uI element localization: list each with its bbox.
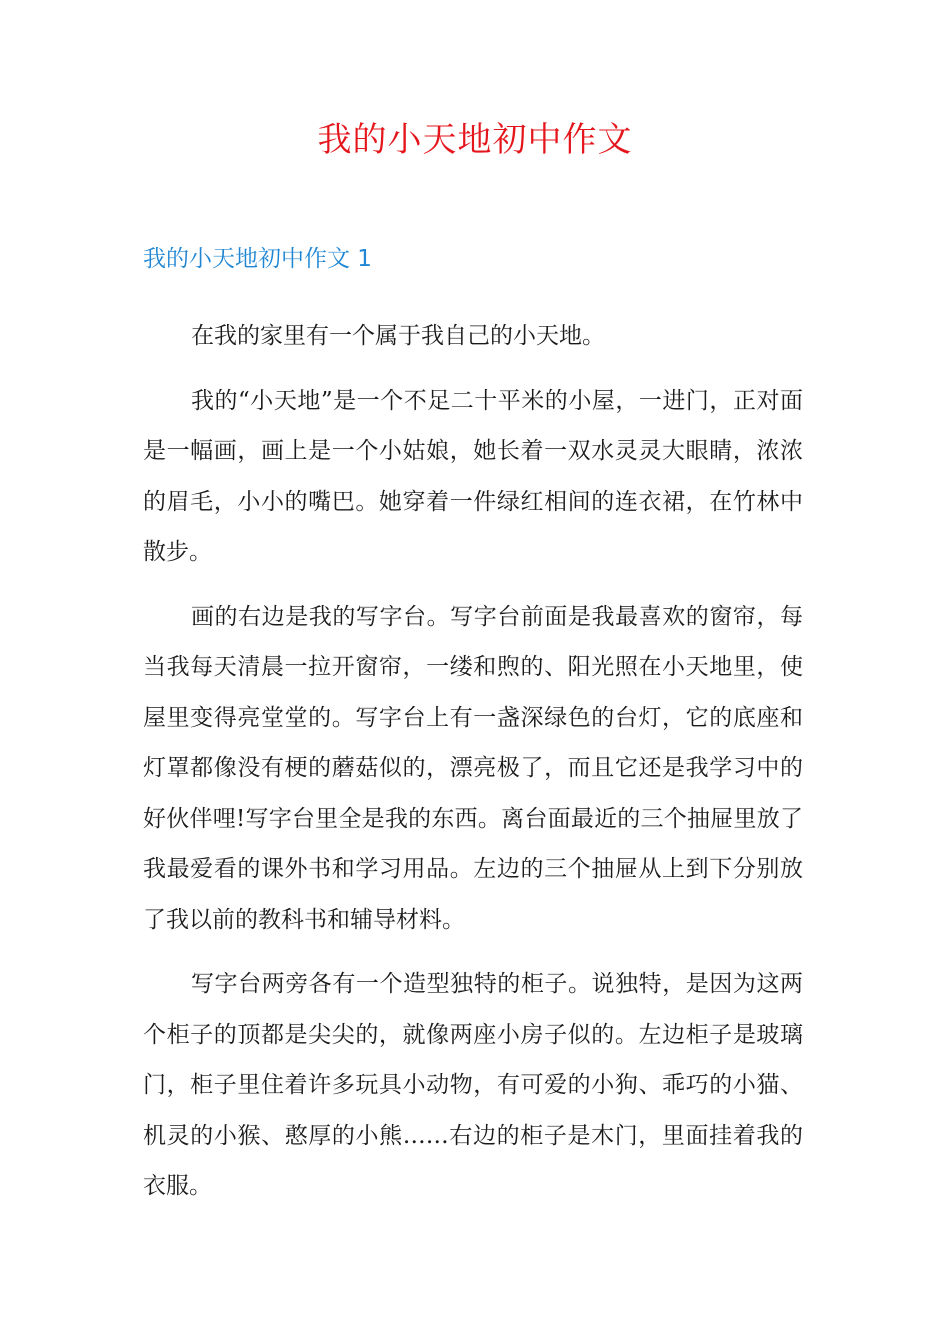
paragraph-2: 我的“小天地”是一个不足二十平米的小屋，一进门，正对面是一幅画，画上是一个小姑娘，她长着一双水灵灵大眼睛，浓浓的眉毛，小小的嘴巴。她穿着一件绿红相间的连衣裙，在竹林中散步。: [143, 387, 803, 565]
paragraph-3: 画的右边是我的写字台。写字台前面是我最喜欢的窗帘，每当我每天清晨一拉开窗帘，一缕和煦的、阳光照在小天地里，使屋里变得亮堂堂的。写字台上有一盏深绿色的台灯，它的底座和灯罩都像没有梗的蘑菇似的，漂亮极了，而且它还是我学习中的好伙伴哩!写字台里全是我的东西。离台面最近的三个抽屉里放了我最爱看的课外书和学习用品。左边的三个抽屉从上到下分别放了我以前的教科书和辅导材料。: [143, 603, 803, 933]
paragraph-1: 在我的家里有一个属于我自己的小天地。: [191, 323, 605, 349]
essay-body: [143, 311, 803, 1226]
document-title: 我的小天地初中作文: [317, 120, 633, 160]
paragraph-4: 写字台两旁各有一个造型独特的柜子。说独特，是因为这两个柜子的顶都是尖尖的，就像两座小房子似的。左边柜子是玻璃门，柜子里住着许多玩具小动物，有可爱的小狗、乖巧的小猫、机灵的小猴、憨厚的小熊……右边的柜子是木门，里面挂着我的衣服。: [143, 971, 803, 1199]
section-heading: 我的小天地初中作文 1: [143, 246, 372, 272]
